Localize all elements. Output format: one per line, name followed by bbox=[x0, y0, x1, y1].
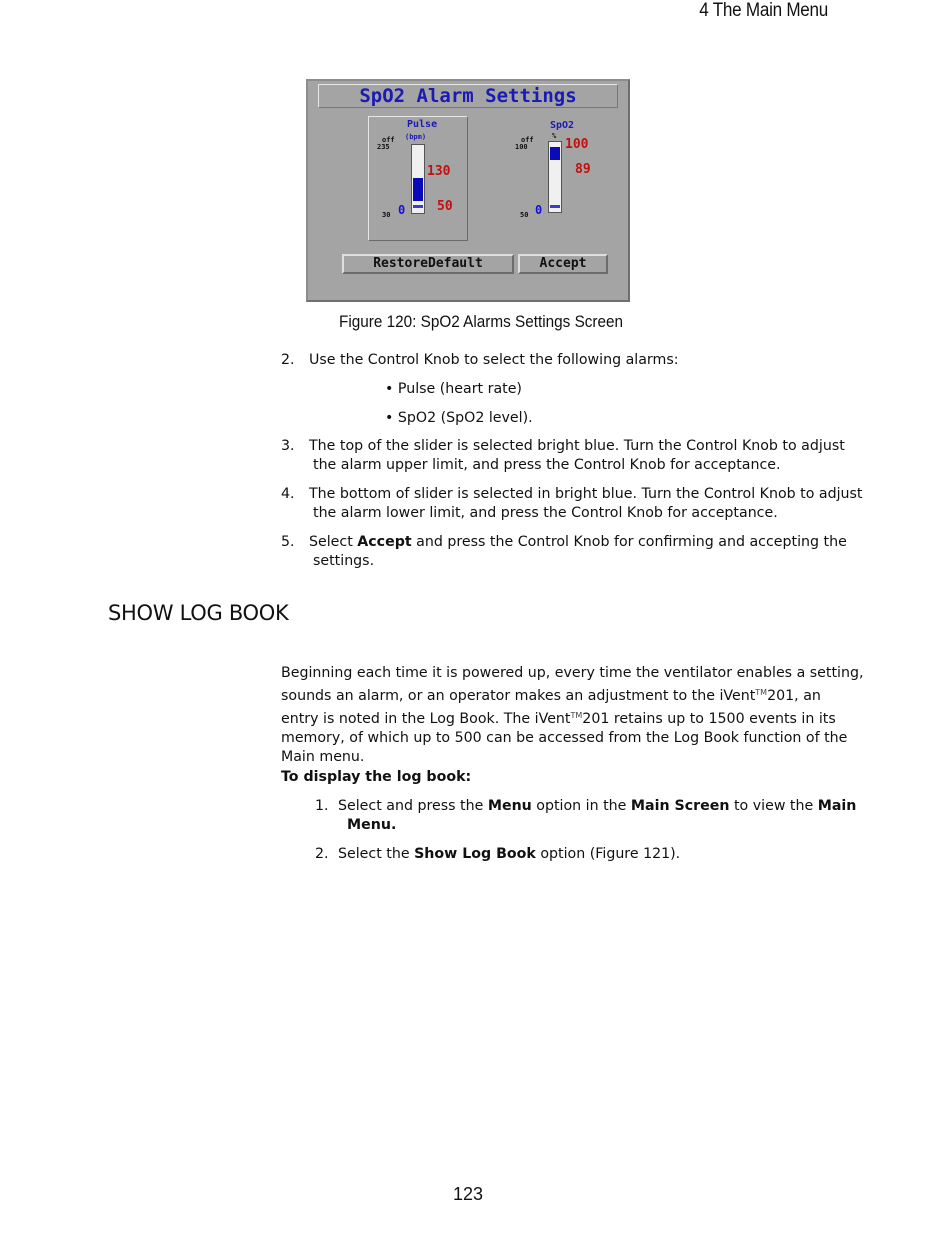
section-heading: SHOW LOG BOOK bbox=[108, 601, 289, 625]
step-text: to view the bbox=[729, 798, 818, 814]
step-number: 1. bbox=[315, 798, 329, 814]
step-text: The top of the slider is selected bright blue. Turn the Control Knob to adjust bbox=[309, 438, 845, 454]
paragraph-line: 201, an bbox=[767, 688, 821, 704]
step-text: the alarm lower limit, and press the Control Knob for acceptance. bbox=[313, 505, 778, 521]
spo2-unit: % bbox=[552, 132, 557, 140]
step-2 bbox=[281, 351, 679, 370]
step-number: 5. bbox=[281, 534, 295, 550]
pulse-max-label: 235 bbox=[377, 143, 390, 151]
screen-title: SpO2 Alarm Settings bbox=[318, 84, 618, 108]
trademark-mark: TM bbox=[570, 711, 583, 720]
page-number: 123 bbox=[452, 1184, 484, 1204]
spo2-max-label: 100 bbox=[515, 143, 528, 151]
step-text: option in the bbox=[531, 798, 631, 814]
accept-button[interactable]: Accept bbox=[518, 254, 608, 274]
step-text: Select and press the bbox=[338, 798, 488, 814]
bullet-item: • Pulse (heart rate) bbox=[385, 381, 522, 397]
step-5 bbox=[281, 533, 847, 571]
spo2-label: SpO2 bbox=[550, 120, 575, 131]
pulse-unit: (bpm) bbox=[405, 133, 427, 141]
figure-caption: Figure 120: SpO2 Alarms Settings Screen bbox=[339, 312, 624, 331]
paragraph-line: memory, of which up to 500 can be accessed from the Log Book function of the bbox=[281, 730, 848, 746]
step-text: Use the Control Knob to select the following alarms: bbox=[309, 352, 679, 368]
bullet-item: • SpO2 (SpO2 level). bbox=[385, 410, 533, 426]
step-bold: Show Log Book bbox=[414, 846, 536, 862]
step-number: 3. bbox=[281, 438, 295, 454]
step-number: 2. bbox=[281, 352, 295, 368]
paragraph-line: 201 retains up to 1500 events in its bbox=[582, 711, 836, 727]
spo2-slider-track[interactable] bbox=[548, 141, 562, 213]
spo2-current-value: 0 bbox=[535, 203, 543, 217]
pulse-slider-track[interactable] bbox=[411, 144, 425, 214]
pulse-upper-limit[interactable]: 130 bbox=[427, 164, 451, 179]
step-bold: Menu bbox=[487, 798, 532, 814]
step-number: 4. bbox=[281, 486, 295, 502]
pulse-lower-handle[interactable] bbox=[413, 205, 423, 208]
step-text: and press the Control Knob for confirming and accepting the bbox=[411, 534, 847, 550]
restore-default-button[interactable]: RestoreDefault bbox=[342, 254, 514, 274]
spo2-min-label: 50 bbox=[520, 211, 529, 219]
step-text: The bottom of slider is selected in bright blue. Turn the Control Knob to adjust bbox=[309, 486, 863, 502]
log-step-2 bbox=[315, 845, 680, 864]
step-text: the alarm upper limit, and press the Control Knob for acceptance. bbox=[313, 457, 781, 473]
step-bold: Menu. bbox=[347, 817, 397, 833]
step-text: option (Figure 121). bbox=[535, 846, 681, 862]
log-book-paragraph bbox=[281, 664, 863, 767]
pulse-label: Pulse bbox=[407, 119, 438, 130]
running-header: 4 The Main Menu bbox=[699, 0, 828, 21]
step-text: settings. bbox=[313, 553, 375, 569]
display-log-book-heading: To display the log book: bbox=[281, 769, 472, 785]
step-text: Select bbox=[309, 534, 358, 550]
paragraph-line: entry is noted in the Log Book. The iVent bbox=[281, 711, 571, 727]
pulse-current-value: 0 bbox=[398, 203, 406, 217]
step-3 bbox=[281, 437, 845, 475]
step-bold: Accept bbox=[357, 534, 412, 550]
spo2-alarm-settings-screenshot bbox=[306, 79, 630, 302]
step-4 bbox=[281, 485, 862, 523]
pulse-slider-panel[interactable] bbox=[368, 116, 468, 241]
spo2-lower-handle[interactable] bbox=[550, 205, 560, 208]
spo2-upper-limit[interactable]: 100 bbox=[565, 137, 589, 152]
spo2-lower-limit[interactable]: 89 bbox=[575, 162, 591, 177]
bullet-text: Pulse (heart rate) bbox=[397, 381, 522, 397]
paragraph-line: sounds an alarm, or an operator makes an adjustment to the iVent bbox=[281, 688, 756, 704]
pulse-slider-fill bbox=[413, 178, 423, 201]
pulse-lower-limit[interactable]: 50 bbox=[437, 199, 453, 214]
paragraph-line: Beginning each time it is powered up, every time the ventilator enables a setting, bbox=[281, 665, 864, 681]
pulse-off-label: off bbox=[382, 136, 395, 144]
spo2-slider-fill bbox=[550, 147, 560, 160]
pulse-min-label: 30 bbox=[382, 211, 391, 219]
paragraph-line: Main menu. bbox=[281, 749, 365, 765]
step-text: Select the bbox=[338, 846, 415, 862]
step-bold: Main bbox=[817, 798, 857, 814]
bullet-text: SpO2 (SpO2 level). bbox=[397, 410, 533, 426]
spo2-off-label: off bbox=[521, 136, 534, 144]
step-bold: Main Screen bbox=[630, 798, 730, 814]
step-number: 2. bbox=[315, 846, 329, 862]
trademark-mark: TM bbox=[755, 688, 768, 697]
log-step-1 bbox=[315, 797, 856, 835]
